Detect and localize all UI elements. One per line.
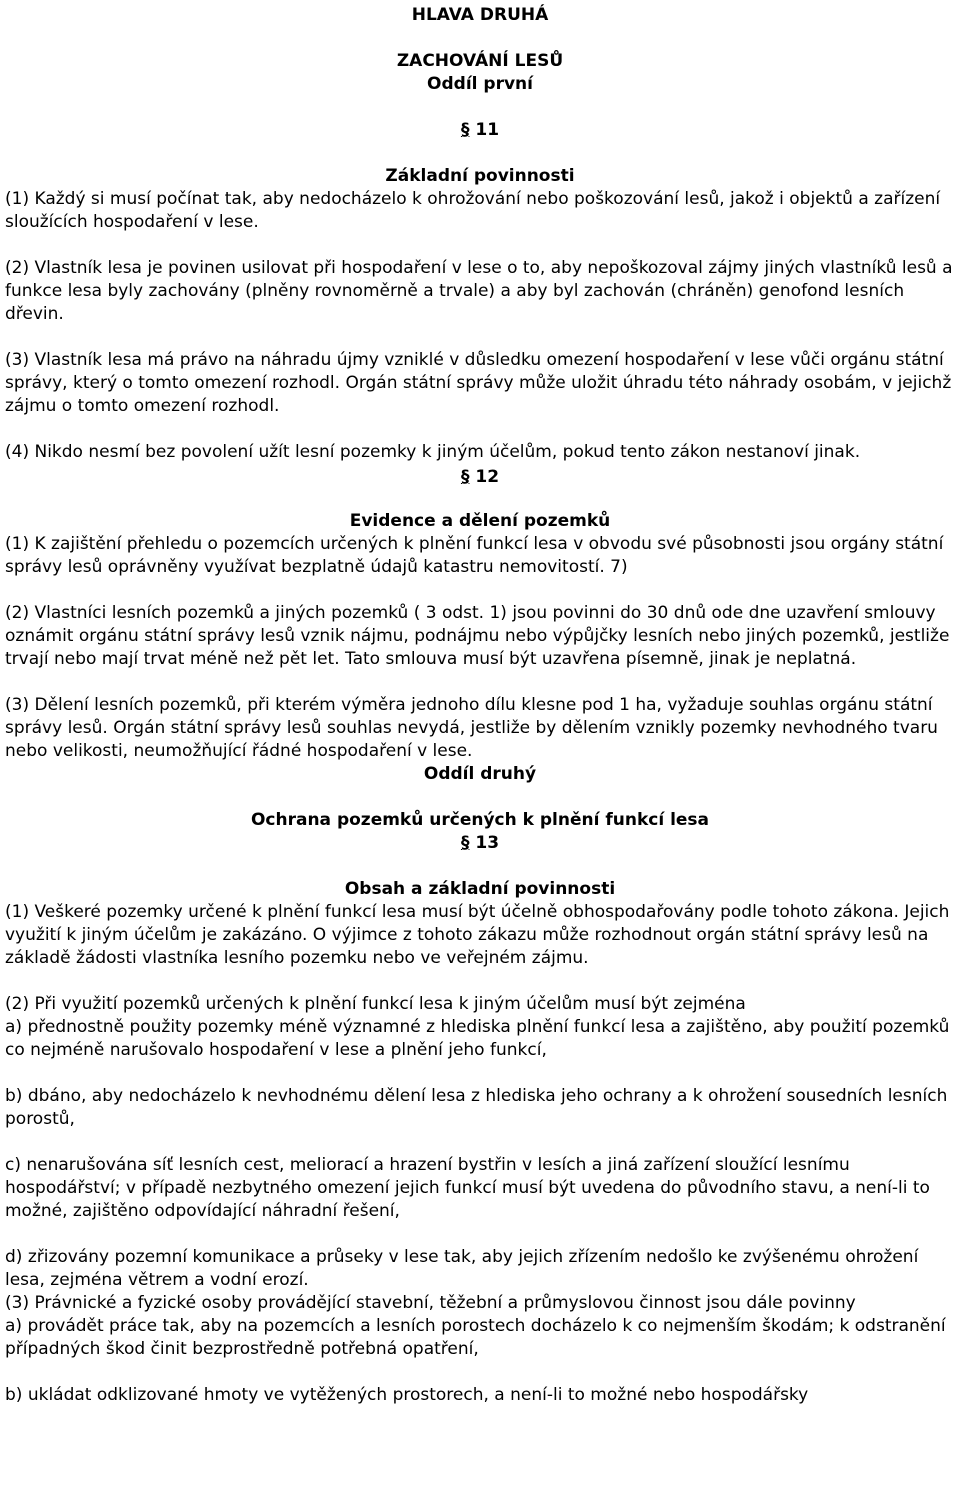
section-13-heading: Obsah a základní povinnosti <box>344 879 616 899</box>
section-13-number <box>5 832 955 855</box>
section-13-paragraph-2-item-b: b) dbáno, aby nedocházelo k nevhodnému dělení lesa z hlediska jeho ochrany a k ohrožení sousedních lesních porostů, <box>5 1086 948 1129</box>
section-number: 11 <box>475 120 500 140</box>
section-13-paragraph-1: (1) Veškeré pozemky určené k plnění funkcí lesa musí být účelně obhospodařovány podle tohoto zákona. Jejich využití k jiným účelům je zakázáno. O výjimce z tohoto zákazu může rozhodnout orgán státní správy lesů na základě žádosti vlastníka lesního pozemku nebo ve veřejném zájmu. <box>5 902 950 968</box>
section-12-number <box>5 466 955 489</box>
section-13-paragraph-2-item-a: a) přednostně použity pozemky méně významné z hlediska plnění funkcí lesa a zajištěno, aby použití pozemků co nejméně narušovalo hospodaření v lese a plnění jeho funkcí, <box>5 1017 950 1060</box>
section-12-paragraph-1: (1) K zajištění přehledu o pozemcích určených k plnění funkcí lesa v obvodu své působnosti jsou orgány státní správy lesů oprávněny využívat bezplatně údajů katastru nemovitostí. 7) <box>5 534 944 577</box>
section-13-paragraph-3-item-b: b) ukládat odklizované hmoty ve vytěžených prostorech, a není-li to možné nebo hospodářsky <box>5 1385 809 1405</box>
section-11-heading: Základní povinnosti <box>385 166 575 186</box>
section-sign: § <box>460 833 470 853</box>
section-13-paragraph-2-intro: (2) Při využití pozemků určených k plnění funkcí lesa k jiným účelům musí být zejména <box>5 994 746 1014</box>
chapter-title: ZACHOVÁNÍ LESŮ <box>396 51 564 71</box>
document-page <box>5 0 955 1407</box>
section-11-paragraph-2: (2) Vlastník lesa je povinen usilovat při hospodaření v lese o to, aby nepoškozoval zájmy jiných vlastníků lesů a funkce lesa byly zachovány (plněny rovnoměrně a trvale) a aby byl zachován (chráněn) genofond lesních dřevin. <box>5 258 953 324</box>
section-13-paragraph-2-item-c: c) nenarušována síť lesních cest, meliorací a hrazení bystřin v lesích a jiná zařízení sloužící lesnímu hospodářství; v případě nezbytného omezení jejich funkcí musí být uvedena do původního stavu, a není-li to možné, zajištěno odpovídající náhradní řešení, <box>5 1155 930 1221</box>
division-two-heading: Oddíl druhý <box>423 764 537 784</box>
section-12-paragraph-3: (3) Dělení lesních pozemků, při kterém výměra jednoho dílu klesne pod 1 ha, vyžaduje souhlas orgánu státní správy lesů. Orgán státní správy lesů souhlas nevydá, jestliže by dělením vznikly pozemky nevhodného tvaru nebo velikosti, neumožňující řádné hospodaření v lese. <box>5 695 938 761</box>
section-11-paragraph-3: (3) Vlastník lesa má právo na náhradu újmy vzniklé v důsledku omezení hospodaření v lese vůči orgánu státní správy, který o tomto omezení rozhodl. Orgán státní správy může uložit úhradu této náhrady osobám, v jejichž zájmu o tomto omezení rozhodl. <box>5 350 952 416</box>
section-number: 13 <box>475 833 500 853</box>
section-12-heading: Evidence a dělení pozemků <box>349 511 611 531</box>
section-13-paragraph-2-item-d: d) zřizovány pozemní komunikace a průseky v lese tak, aby jejich zřízením nedošlo ke zvýšenému ohrožení lesa, zejména větrem a vodní erozí. <box>5 1247 919 1290</box>
section-11-paragraph-4: (4) Nikdo nesmí bez povolení užít lesní pozemky k jiným účelům, pokud tento zákon nestanoví jinak. <box>5 442 861 462</box>
section-11-number <box>5 119 955 142</box>
section-13-paragraph-3-intro: (3) Právnické a fyzické osoby provádějící stavební, těžební a průmyslovou činnost jsou dále povinny <box>5 1293 856 1313</box>
section-number: 12 <box>475 467 500 487</box>
section-sign: § <box>460 467 470 487</box>
section-12-paragraph-2: (2) Vlastníci lesních pozemků a jiných pozemků ( 3 odst. 1) jsou povinni do 30 dnů ode dne uzavření smlouvy oznámit orgánu státní správy lesů vznik nájmu, podnájmu nebo výpůjčky lesních nebo jiných pozemků, jestliže trvají nebo mají trvat méně než pět let. Tato smlouva musí být uzavřena písemně, jinak je neplatná. <box>5 603 950 669</box>
division-two-title: Ochrana pozemků určených k plnění funkcí lesa <box>250 810 710 830</box>
chapter-heading: HLAVA DRUHÁ <box>411 5 549 25</box>
section-sign: § <box>460 120 470 140</box>
section-13-paragraph-3-item-a: a) provádět práce tak, aby na pozemcích a lesních porostech docházelo k co nejmenším škodám; k odstranění případných škod činit bezprostředně potřebná opatření, <box>5 1316 946 1359</box>
division-one-heading: Oddíl první <box>427 74 533 94</box>
section-11-paragraph-1: (1) Každý si musí počínat tak, aby nedocházelo k ohrožování nebo poškozování lesů, jakož i objektů a zařízení sloužících hospodaření v lese. <box>5 189 941 232</box>
